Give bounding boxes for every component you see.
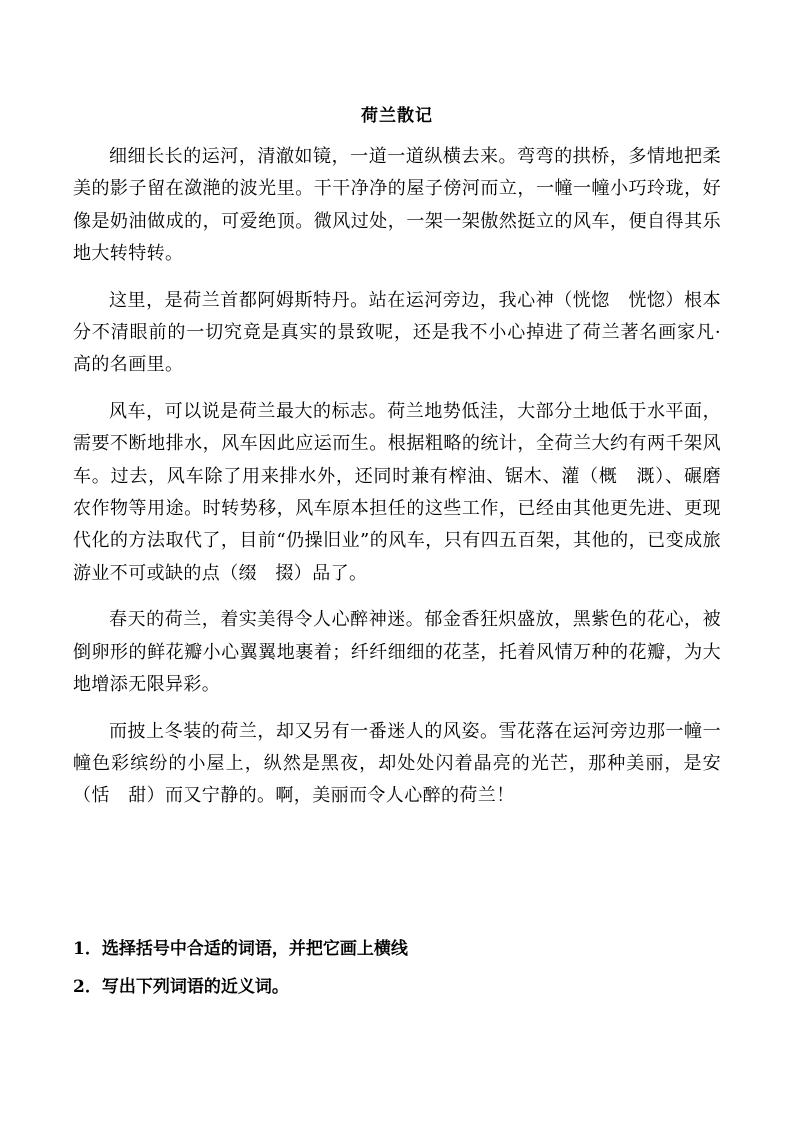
question-1: 1．选择括号中合适的词语，并把它画上横线	[73, 939, 408, 959]
document-title: 荷兰散记	[361, 106, 433, 126]
paragraph-3: 风车，可以说是荷兰最大的标志。荷兰地势低洼，大部分土地低于水平面，需要不断地排水，风车因此应运而生。根据粗略的统计，全荷兰大约有两千架风车。过去，风车除了用来排水外，还同时兼有榨油、锯木、灌（概 溉）、碾磨农作物等用途。时转势移，风车原本担任的这些工作，已经由其他更先进、更现代化的方法取代了，目前“仍操旧业”的风车，只有四五百架，其他的，已变成旅游业不可或缺的点（缀 掇）品了。	[73, 400, 721, 584]
article-body	[73, 141, 721, 827]
question-list	[73, 933, 721, 1009]
paragraph-5: 而披上冬装的荷兰，却又另有一番迷人的风姿。雪花落在运河旁边那一幢一幢色彩缤纷的小屋上，纵然是黑夜，却处处闪着晶亮的光芒，那种美丽，是安（恬 甜）而又宁静的。啊，美丽而令人心醉的荷兰！	[73, 720, 721, 807]
paragraph-2: 这里，是荷兰首都阿姆斯特丹。站在运河旁边，我心神（恍惚 恍惚）根本分不清眼前的一切究竟是真实的景致呢，还是我不小心掉进了荷兰著名画家凡·高的名画里。	[73, 289, 721, 376]
paragraph-4: 春天的荷兰，着实美得令人心醉神迷。郁金香狂炽盛放，黑紫色的花心，被倒卵形的鲜花瓣小心翼翼地裹着；纤纤细细的花茎，托着风情万种的花瓣，为大地增添无限异彩。	[73, 609, 721, 696]
paragraph-1: 细细长长的运河，清澈如镜，一道一道纵横去来。弯弯的拱桥，多情地把柔美的影子留在潋滟的波光里。干干净净的屋子傍河而立，一幢一幢小巧玲珑，好像是奶油做成的，可爱绝顶。微风过处，一架一架傲然挺立的风车，便自得其乐地大转特转。	[73, 146, 721, 265]
question-2: 2．写出下列词语的近义词。	[73, 977, 289, 997]
